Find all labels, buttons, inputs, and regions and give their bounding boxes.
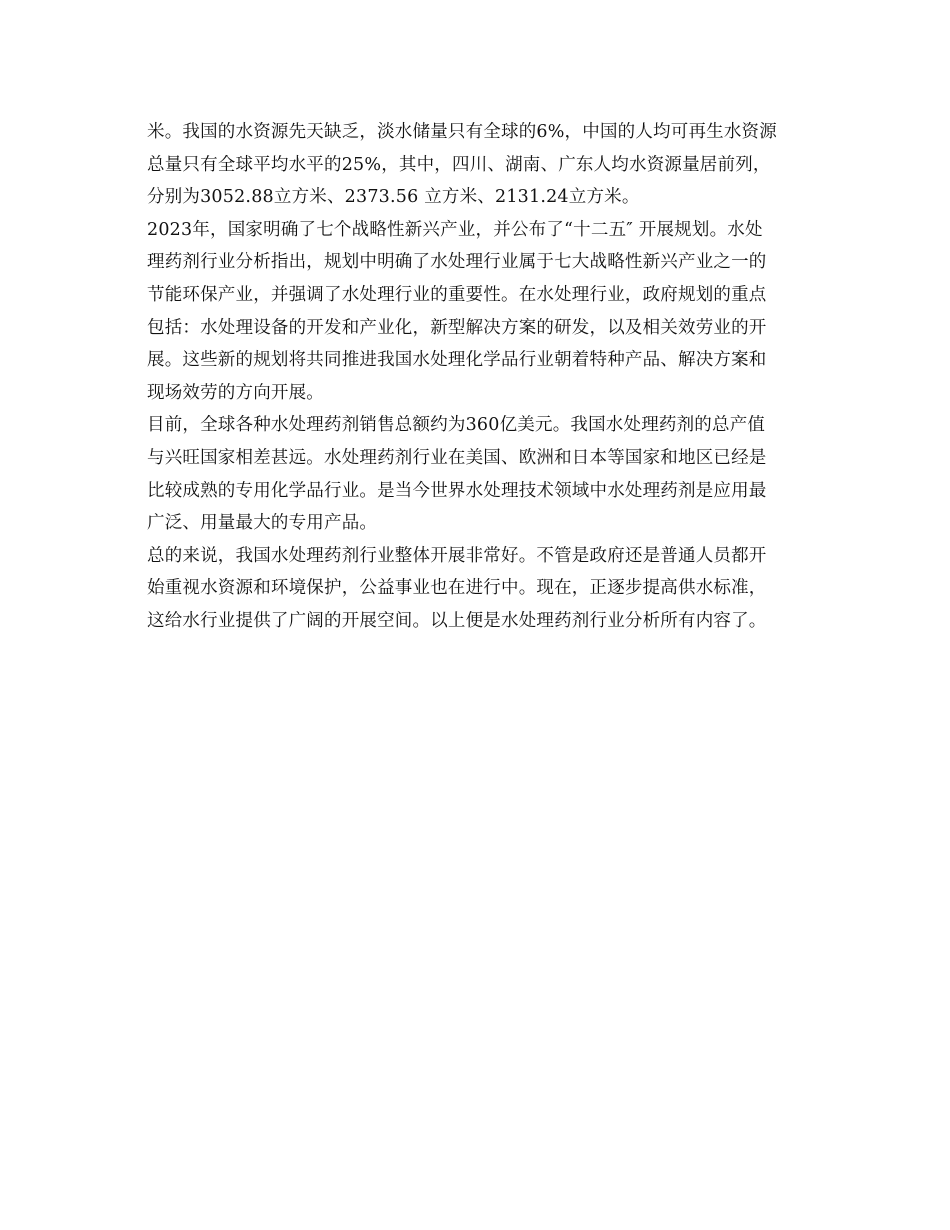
text-line: 展。这些新的规划将共同推进我国水处理化学品行业朝着特种产品、解决方案和 — [147, 350, 767, 371]
text-line: 包括：水处理设备的开发和产业化，新型解决方案的研发，以及相关效劳业的开 — [147, 317, 767, 338]
paragraph-water-resources — [147, 116, 803, 214]
text-line: 现场效劳的方向开展。 — [147, 382, 324, 403]
text-line: 理药剂行业分析指出，规划中明确了水处理行业属于七大战略性新兴产业之一的 — [147, 252, 767, 273]
paragraph-summary — [147, 540, 803, 638]
text-line: 目前，全球各种水处理药剂销售总额约为360亿美元。我国水处理药剂的总产值 — [147, 415, 766, 436]
text-line: 2023年，国家明确了七个战略性新兴产业，并公布了“十二五″ 开展规划。水处 — [147, 219, 763, 240]
text-line: 总量只有全球平均水平的25%，其中，四川、湖南、广东人均水资源量居前列， — [147, 154, 771, 175]
text-line: 总的来说，我国水处理药剂行业整体开展非常好。不管是政府还是普通人员都开 — [147, 545, 767, 566]
text-line: 这给水行业提供了广阔的开展空间。以上便是水处理药剂行业分析所有内容了。 — [147, 610, 767, 631]
document-body — [147, 116, 803, 638]
text-line: 始重视水资源和环境保护，公益事业也在进行中。现在，正逐步提高供水标准， — [147, 578, 767, 599]
text-line: 比较成熟的专用化学品行业。是当今世界水处理技术领域中水处理药剂是应用最 — [147, 480, 767, 501]
text-line: 分别为3052.88立方米、2373.56 立方米、2131.24立方米。 — [147, 187, 640, 208]
paragraph-strategic-industries — [147, 214, 803, 410]
text-line: 广泛、用量最大的专用产品。 — [147, 513, 378, 534]
text-line: 节能环保产业，并强调了水处理行业的重要性。在水处理行业，政府规划的重点 — [147, 284, 767, 305]
text-line: 与兴旺国家相差甚远。水处理药剂行业在美国、欧洲和日本等国家和地区已经是 — [147, 447, 767, 468]
paragraph-global-sales — [147, 409, 803, 539]
text-line: 米。我国的水资源先天缺乏，淡水储量只有全球的6%，中国的人均可再生水资源 — [147, 122, 777, 142]
